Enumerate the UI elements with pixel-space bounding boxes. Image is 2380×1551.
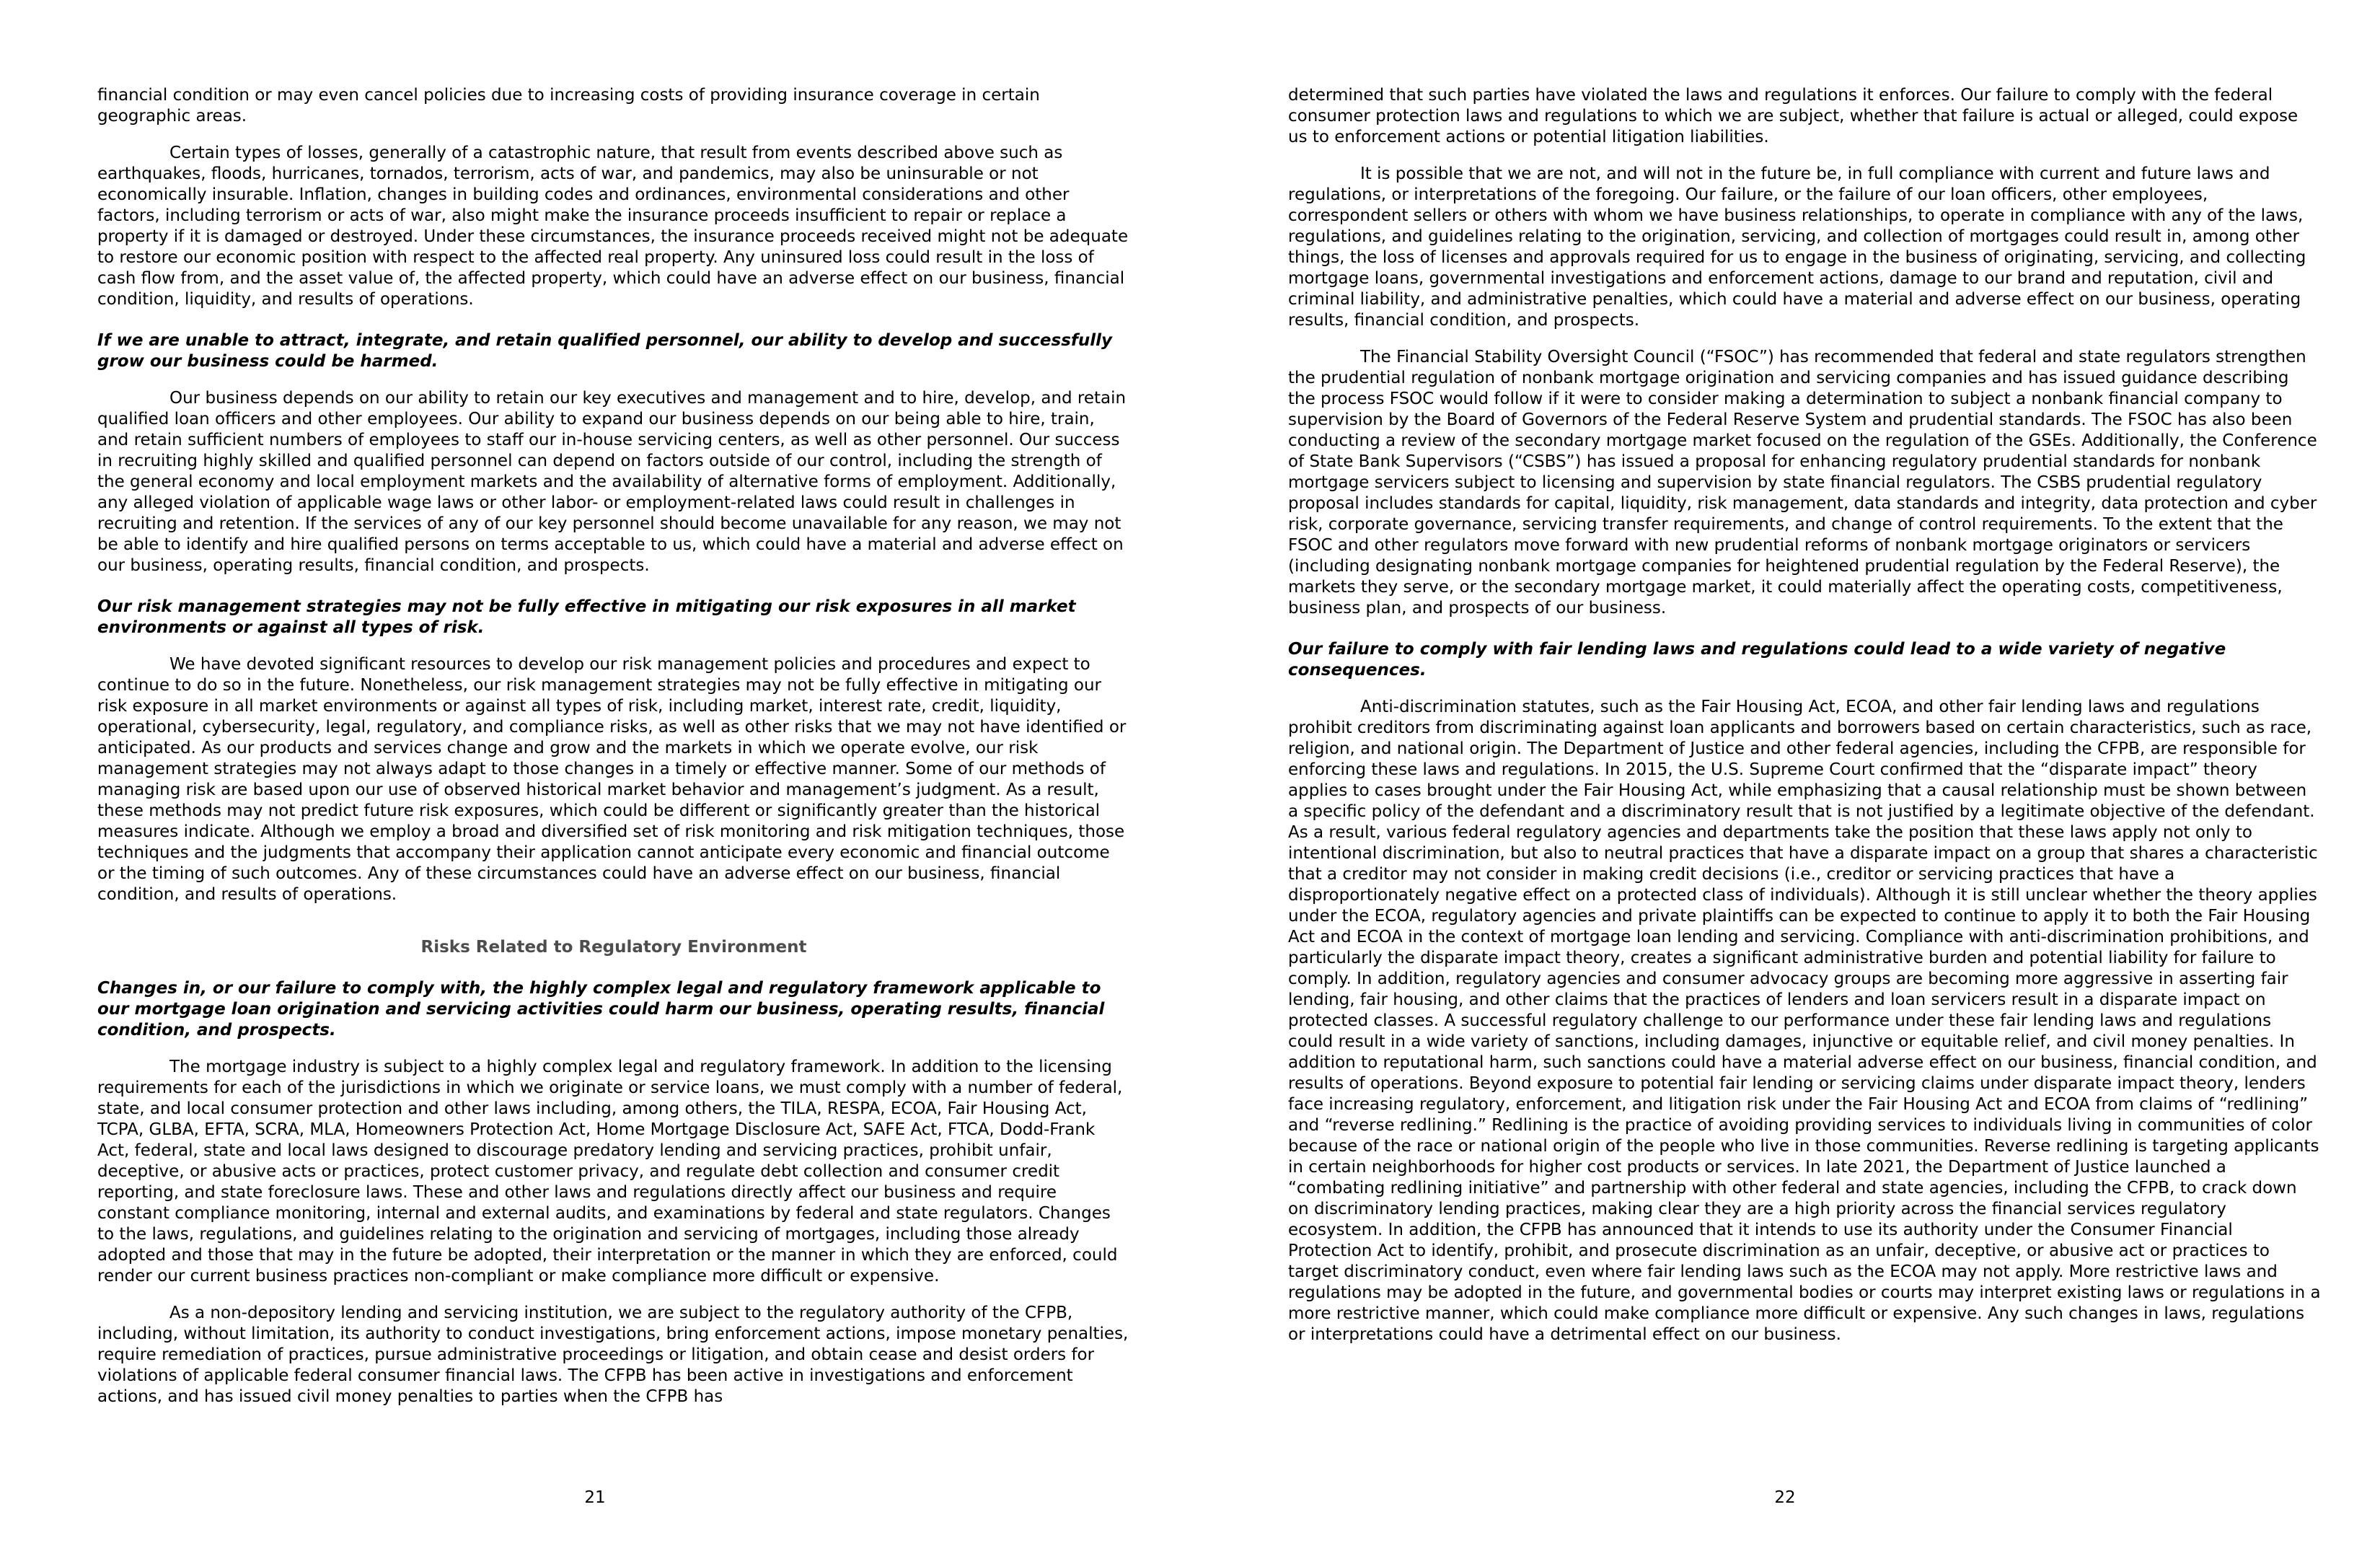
page-22-text-column (1288, 85, 2321, 1361)
paragraph: It is possible that we are not, and will not in the future be, in full compliance with current and future laws and regulations, or interpretations of the foregoing. Our failure, or the failure of our loan officers, other employees, correspondent sellers or others with whom we have business relationships, to operate in compliance with any of the laws, regulations, and guidelines relating to the origination, servicing, and collection of mortgages could result in, among other things, the loss of licenses and approvals required for us to engage in the business of originating, servicing, and collecting mortgage loans, governmental investigations and enforcement actions, damage to our brand and reputation, civil and criminal liability, and administrative penalties, which could have a material and adverse effect on our business, operating results, financial condition, and prospects. (1288, 164, 2306, 330)
paragraph: The mortgage industry is subject to a highly complex legal and regulatory framework. In addition to the licensing requirements for each of the jurisdictions in which we originate or service loans, we must comply with a number of federal, state, and local consumer protection and other laws including, among others, the TILA, RESPA, ECOA, Fair Housing Act, TCPA, GLBA, EFTA, SCRA, MLA, Homeowners Protection Act, Home Mortgage Disclosure Act, SAFE Act, FTCA, Dodd-Frank Act, federal, state and local laws designed to discourage predatory lending and servicing practices, prohibit unfair, deceptive, or abusive acts or practices, protect customer privacy, and regulate debt collection and consumer credit reporting, and state foreclosure laws. These and other laws and regulations directly affect our business and require constant compliance monitoring, internal and external audits, and examinations by federal and state regulators. Changes to the laws, regulations, and guidelines relating to the origination and servicing of mortgages, including those already adopted and those that may in the future be adopted, their interpretation or the manner in which they are enforced, could render our current business practices non-compliant or make compliance more difficult or expensive. (97, 1058, 1123, 1286)
paragraph: As a non-depository lending and servicing institution, we are subject to the regulatory authority of the CFPB, including, without limitation, its authority to conduct investigations, bring enforcement actions, impose monetary penalties, require remediation of practices, pursue administrative proceedings or litigation, and obtain cease and desist orders for violations of applicable federal consumer financial laws. The CFPB has been active in investigations and enforcement actions, and has issued civil money penalties to parties when the CFPB has (97, 1304, 1129, 1406)
risk-factor-heading: Changes in, or our failure to comply with, the highly complex legal and regulatory framework applicable to our mortgage loan origination and servicing activities could harm our business, operating results, financial condition, and prospects. (97, 979, 1105, 1040)
section-heading: Risks Related to Regulatory Environment (420, 938, 807, 957)
paragraph: The Financial Stability Oversight Council (“FSOC”) has recommended that federal and state regulators strengthen the prudential regulation of nonbank mortgage origination and servicing companies and has issued guidance describing the process FSOC would follow if it were to consider making a determination to subject a nonbank financial company to supervision by the Board of Governors of the Federal Reserve System and prudential standards. The FSOC has also been conducting a review of the secondary mortgage market focused on the regulation of the GSEs. Additionally, the Conference of State Bank Supervisors (“CSBS”) has issued a proposal for enhancing regulatory prudential standards for nonbank mortgage servicers subject to licensing and supervision by state financial regulators. The CSBS prudential regulatory proposal includes standards for capital, liquidity, risk management, data standards and integrity, data protection and cyber risk, corporate governance, servicing transfer requirements, and change of control requirements. To the extent that the FSOC and other regulators move forward with new prudential reforms of nonbank mortgage originators or servicers (including designating nonbank mortgage companies for heightened prudential regulation by the Federal Reserve), the markets they serve, or the secondary mortgage market, it could materially affect the operating costs, competitiveness, business plan, and prospects of our business. (1288, 348, 2317, 618)
page-number: 22 (1774, 1488, 1796, 1507)
paragraph: financial condition or may even cancel policies due to increasing costs of providing insurance coverage in certain geographic areas. (97, 86, 1040, 126)
page-21-text-column (97, 85, 1130, 1423)
risk-factor-heading: If we are unable to attract, integrate, and retain qualified personnel, our ability to develop and successfully grow our business could be harmed. (97, 331, 1113, 371)
risk-factor-heading: Our failure to comply with fair lending laws and regulations could lead to a wide variety of negative consequences. (1288, 640, 2226, 680)
paragraph: Certain types of losses, generally of a catastrophic nature, that result from events described above such as earthquakes, floods, hurricanes, tornados, terrorism, acts of war, and pandemics, may also be uninsurable or not economically insurable. Inflation, changes in building codes and ordinances, environmental considerations and other factors, including terrorism or acts of war, also might make the insurance proceeds insufficient to repair or replace a property if it is damaged or destroyed. Under these circumstances, the insurance proceeds received might not be adequate to restore our economic position with respect to the affected real property. Any uninsured loss could result in the loss of cash flow from, and the asset value of, the affected property, which could have an adverse effect on our business, financial condition, liquidity, and results of operations. (97, 144, 1129, 309)
paragraph: Anti-discrimination statutes, such as the Fair Housing Act, ECOA, and other fair lending laws and regulations prohibit creditors from discriminating against loan applicants and borrowers based on certain characteristics, such as race, religion, and national origin. The Department of Justice and other federal agencies, including the CFPB, are responsible for enforcing these laws and regulations. In 2015, the U.S. Supreme Court confirmed that the “disparate impact” theory applies to cases brought under the Fair Housing Act, while emphasizing that a causal relationship must be shown between a specific policy of the defendant and a discriminatory result that is not justified by a legitimate objective of the defendant. As a result, various federal regulatory agencies and departments take the position that these laws apply not only to intentional discrimination, but also to neutral practices that have a disparate impact on a group that shares a characteristic that a creditor may not consider in making credit decisions (i.e., creditor or servicing practices that have a disproportionately negative effect on a protected class of individuals). Although it is still unclear whether the theory applies under the ECOA, regulatory agencies and private plaintiffs can be expected to continue to apply it to both the Fair Housing Act and ECOA in the context of mortgage loan lending and servicing. Compliance with anti-discrimination prohibitions, and particularly the disparate impact theory, creates a significant administrative burden and potential liability for failure to comply. In addition, regulatory agencies and consumer advocacy groups are becoming more aggressive in asserting fair lending, fair housing, and other claims that the practices of lenders and loan servicers result in a disparate impact on protected classes. A successful regulatory challenge to our performance under these fair lending laws and regulations could result in a wide variety of sanctions, including damages, injunctive or equitable relief, and civil money penalties. In addition to reputational harm, such sanctions could have a material adverse effect on our business, financial condition, and results of operations. Beyond exposure to potential fair lending or servicing claims under disparate impact theory, lenders face increasing regulatory, enforcement, and litigation risk under the Fair Housing Act and ECOA from claims of “redlining” and “reverse redlining.” Redlining is the practice of avoiding providing services to individuals living in communities of color because of the race or national origin of the people who live in those communities. Reverse redlining is targeting applicants in certain neighborhoods for higher cost products or services. In late 2021, the Department of Justice launched a “combating redlining initiative” and partnership with other federal and state agencies, including the CFPB, to crack down on discriminatory lending practices, making clear they are a high priority across the financial services regulatory ecosystem. In addition, the CFPB has announced that it intends to use its authority under the Consumer Financial Protection Act to identify, prohibit, and prosecute discrimination as an unfair, deceptive, or abusive act or practices to target discriminatory conduct, even where fair lending laws such as the ECOA may not apply. More restrictive laws and regulations may be adopted in the future, and governmental bodies or courts may interpret existing laws or regulations in a more restrictive manner, which could make compliance more difficult or expensive. Any such changes in laws, regulations or interpretations could have a detrimental effect on our business. (1288, 698, 2321, 1344)
paragraph: determined that such parties have violated the laws and regulations it enforces. Our failure to comply with the federal consumer protection laws and regulations to which we are subject, whether that failure is actual or alleged, could expose us to enforcement actions or potential litigation liabilities. (1288, 86, 2299, 146)
paragraph: We have devoted significant resources to develop our risk management policies and procedures and expect to continue to do so in the future. Nonetheless, our risk management strategies may not be fully effective in mitigating our risk exposure in all market environments or against all types of risk, including market, interest rate, credit, liquidity, operational, cybersecurity, legal, regulatory, and compliance risks, as well as other risks that we may not have identified or anticipated. As our products and services change and grow and the markets in which we operate evolve, our risk management strategies may not always adapt to those changes in a timely or effective manner. Some of our methods of managing risk are based upon our use of observed historical market behavior and management’s judgment. As a result, these methods may not predict future risk exposures, which could be different or significantly greater than the historical measures indicate. Although we employ a broad and diversified set of risk monitoring and risk mitigation techniques, those techniques and the judgments that accompany their application cannot anticipate every economic and financial outcome or the timing of such outcomes. Any of these circumstances could have an adverse effect on our business, financial condition, and results of operations. (97, 655, 1127, 904)
risk-factor-heading: Our risk management strategies may not be fully effective in mitigating our risk exposures in all market environments or against all types of risk. (97, 597, 1076, 637)
paragraph: Our business depends on our ability to retain our key executives and management and to hire, develop, and retain qualified loan officers and other employees. Our ability to expand our business depends on our being able to hire, train, and retain sufficient numbers of employees to staff our in-house servicing centers, as well as other personnel. Our success in recruiting highly skilled and qualified personnel can depend on factors outside of our control, including the strength of the general economy and local employment markets and the availability of alternative forms of employment. Additionally, any alleged violation of applicable wage laws or other labor- or employment-related laws could result in challenges in recruiting and retention. If the services of any of our key personnel should become unavailable for any reason, we may not be able to identify and hire qualified persons on terms acceptable to us, which could have a material and adverse effect on our business, operating results, financial condition, and prospects. (97, 389, 1127, 575)
page-number: 21 (584, 1488, 606, 1507)
